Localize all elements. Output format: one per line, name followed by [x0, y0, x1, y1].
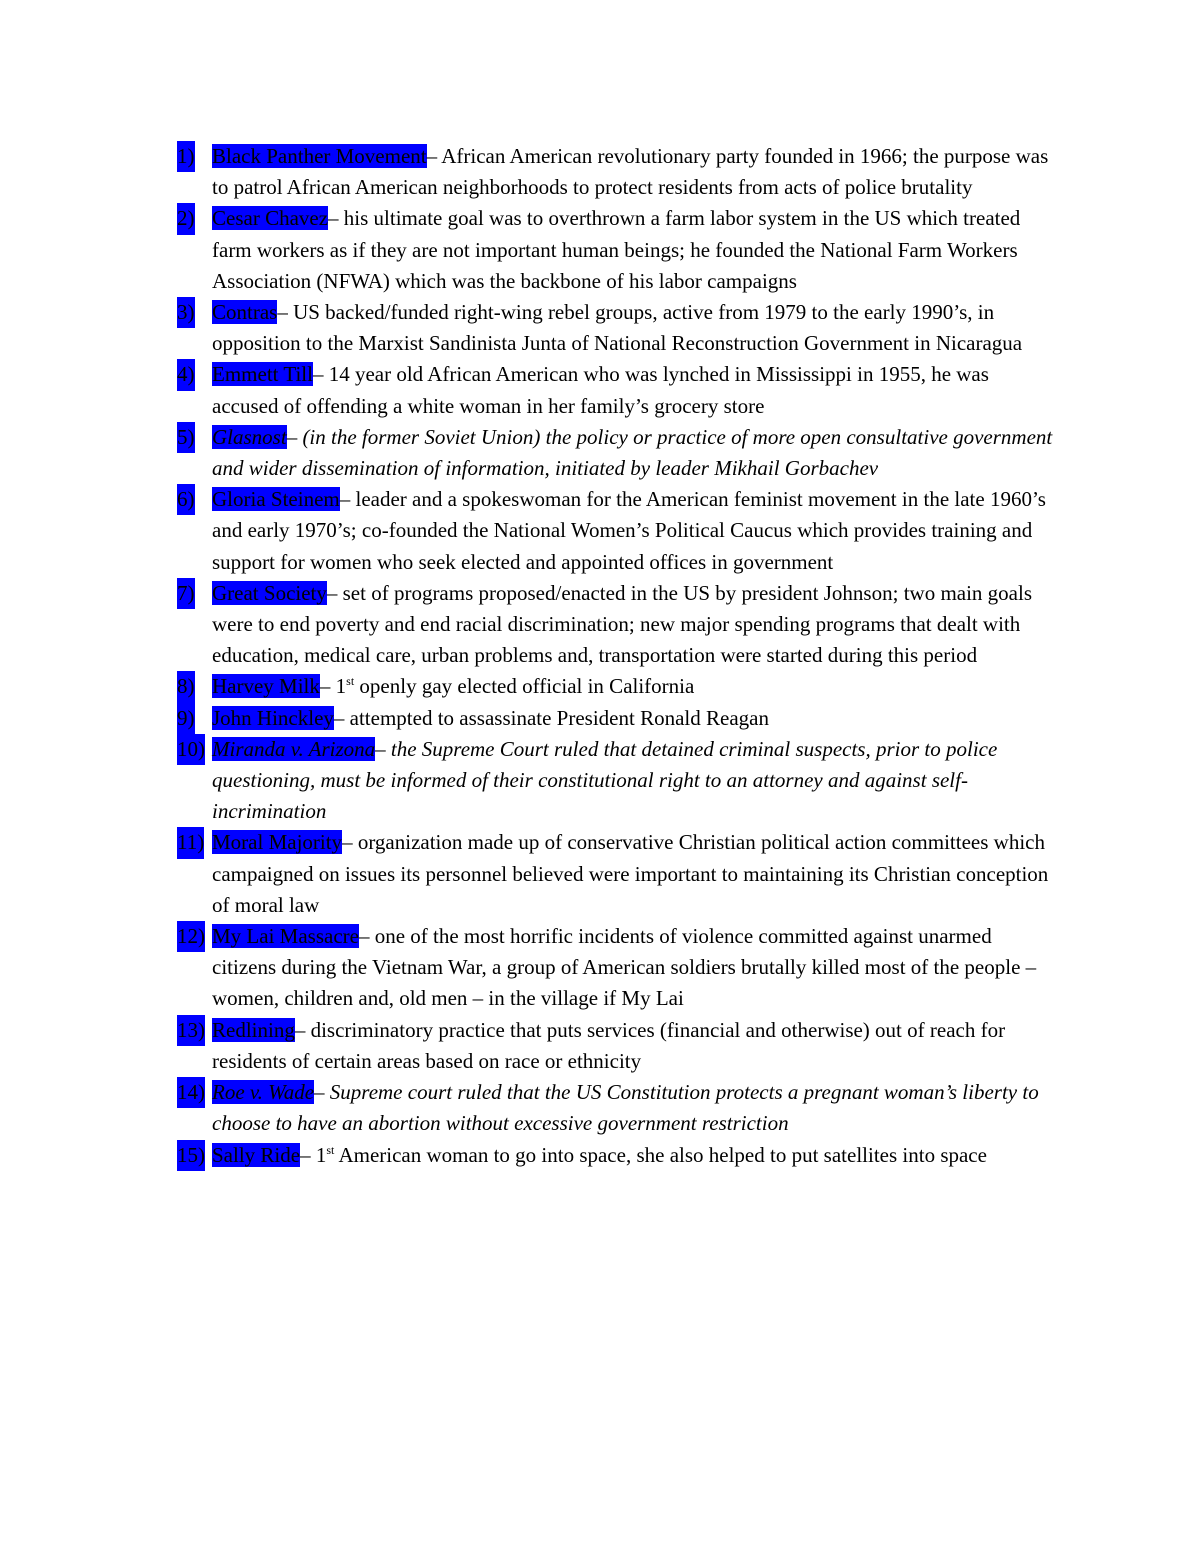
- definition-text: Supreme court ruled that the US Constitution protects a pregnant woman’s liberty to choose to have an abortion without excessive government restriction: [212, 1080, 1039, 1136]
- definition-text: set of programs proposed/enacted in the US by president Johnson; two main goals were to end poverty and end racial discrimination; new major spending programs that dealt with education, medical care, urban problems and, transportation were started during this period: [212, 580, 1033, 668]
- term-label: My Lai Massacre: [212, 924, 359, 949]
- glossary-list: [177, 141, 1057, 1171]
- separator-dash: –: [286, 424, 298, 449]
- term-label: Redlining: [212, 1017, 295, 1042]
- term-label: Glasnost: [212, 424, 287, 449]
- definition-text: 14 year old African American who was lynched in Mississippi in 1955, he was accused of offending a white woman in her family’s grocery store: [212, 362, 989, 418]
- item-number: 8): [177, 671, 195, 702]
- separator-dash: –: [312, 362, 324, 387]
- item-number: 14): [177, 1077, 205, 1108]
- list-item: [177, 1077, 1057, 1139]
- term-label: Great Society: [212, 580, 327, 605]
- definition-text: leader and a spokeswoman for the American feminist movement in the late 1960’s and early 1970’s; co-founded the National Women’s Political Caucus which provides training and support for women who seek elected and appointed offices in government: [212, 487, 1046, 574]
- list-item: [177, 578, 1057, 672]
- list-item: [177, 359, 1057, 421]
- definition-text: openly gay elected official in California: [359, 674, 695, 699]
- term-label: John Hinckley: [212, 705, 334, 730]
- separator-dash: –: [319, 674, 331, 699]
- list-item: [177, 827, 1057, 921]
- term-label: Cesar Chavez: [212, 206, 329, 231]
- list-item: [177, 734, 1057, 828]
- ordinal-number: 1: [315, 1142, 327, 1167]
- term-label: Emmett Till: [212, 362, 313, 387]
- list-item: [177, 141, 1057, 203]
- separator-dash: –: [277, 300, 288, 325]
- list-item: [177, 921, 1057, 1015]
- list-item: [177, 484, 1057, 578]
- term-label: Contras: [212, 300, 278, 325]
- item-number: 5): [177, 422, 195, 453]
- list-item: [177, 297, 1057, 359]
- definition-text: his ultimate goal was to overthrown a farm labor system in the US which treated farm workers as if they are not important human beings; he founded the National Farm Workers Association (NFWA) which was the backbone of his labor campaigns: [212, 206, 1021, 293]
- separator-dash: –: [294, 1017, 306, 1042]
- definition-text: the Supreme Court ruled that detained criminal suspects, prior to police questioning, must be informed of their constitutional right to an attorney and against self-incrimination: [212, 736, 998, 824]
- separator-dash: –: [333, 705, 345, 730]
- term-label: Miranda v. Arizona: [212, 736, 376, 761]
- list-item: [177, 671, 1057, 702]
- item-number: 2): [177, 203, 195, 234]
- term-label: Sally Ride: [212, 1142, 301, 1167]
- item-number: 12): [177, 921, 205, 952]
- separator-dash: –: [375, 736, 386, 761]
- item-number: 1): [177, 141, 195, 172]
- ordinal-number: 1: [335, 674, 347, 699]
- definition-text: organization made up of conservative Christian political action committees which campaigned on issues its personnel believed were important to maintaining its Christian conception of moral law: [212, 830, 1049, 917]
- separator-dash: –: [342, 830, 353, 855]
- item-number: 10): [177, 734, 205, 765]
- separator-dash: –: [326, 580, 338, 605]
- definition-text: American woman to go into space, she also helped to put satellites into space: [338, 1142, 987, 1167]
- definition-text: (in the former Soviet Union) the policy or practice of more open consultative government and wider dissemination of information, initiated by leader Mikhail Gorbachev: [212, 424, 1053, 481]
- list-item: [177, 422, 1057, 484]
- definition-text: US backed/funded right-wing rebel groups, active from 1979 to the early 1990’s, in opposition to the Marxist Sandinista Junta of National Reconstruction Government in Nicaragua: [212, 300, 1023, 356]
- item-number: 13): [177, 1015, 205, 1046]
- definition-text: discriminatory practice that puts services (financial and otherwise) out of reach for residents of certain areas based on race or ethnicity: [212, 1017, 1006, 1073]
- item-number: 7): [177, 578, 195, 609]
- term-label: Black Panther Movement: [212, 144, 427, 168]
- definition-text: one of the most horrific incidents of violence committed against unarmed citizens during the Vietnam War, a group of American soldiers brutally killed most of the people – women, children and, old men – in the village if My Lai: [212, 924, 1037, 1011]
- list-item: [177, 1140, 1057, 1171]
- definition-text: African American revolutionary party founded in 1966; the purpose was to patrol African American neighborhoods to protect residents from acts of police brutality: [212, 144, 1049, 200]
- term-label: Moral Majority: [212, 830, 343, 855]
- separator-dash: –: [314, 1080, 325, 1105]
- term-label: Gloria Steinem: [212, 487, 340, 512]
- definition-text: attempted to assassinate President Ronald Reagan: [349, 705, 769, 730]
- term-label: Roe v. Wade: [212, 1080, 315, 1105]
- ordinal-suffix: st: [326, 1142, 335, 1157]
- list-item: [177, 203, 1057, 297]
- list-item: [177, 703, 1057, 734]
- separator-dash: –: [358, 924, 370, 949]
- item-number: 9): [177, 703, 195, 734]
- item-number: 4): [177, 359, 195, 390]
- separator-dash: –: [300, 1142, 311, 1167]
- separator-dash: –: [426, 144, 438, 168]
- item-number: 11): [177, 827, 204, 858]
- item-number: 15): [177, 1140, 205, 1171]
- list-item: [177, 1015, 1057, 1077]
- separator-dash: –: [339, 487, 351, 512]
- separator-dash: –: [328, 206, 339, 231]
- ordinal-suffix: st: [346, 674, 355, 689]
- item-number: 6): [177, 484, 195, 515]
- item-number: 3): [177, 297, 195, 328]
- term-label: Harvey Milk: [212, 674, 320, 699]
